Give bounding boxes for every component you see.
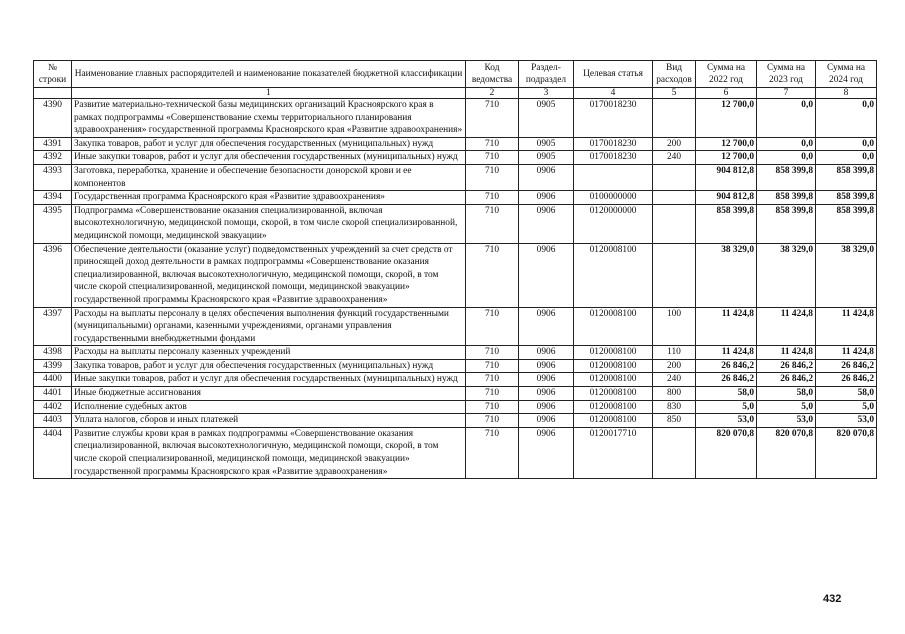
row-sum-2023: 26 846,2	[757, 359, 816, 373]
row-name: Подпрограмма «Совершенствование оказания специализированной, включая высокотехнологичную, медицинской помощи, скорой, в том числе скорой специализированной, медицинской помощи, медицинской эвакуации»	[72, 204, 466, 243]
row-name: Государственная программа Красноярского края «Развитие здравоохранения»	[72, 191, 466, 205]
row-section: 0906	[519, 427, 574, 478]
row-sum-2024: 38 329,0	[816, 243, 877, 307]
row-number: 4399	[34, 359, 72, 373]
row-department-code: 710	[466, 151, 519, 165]
row-target-item: 0120008100	[574, 243, 653, 307]
header-sum-2022: Сумма на 2022 год	[696, 61, 757, 88]
column-number: 4	[574, 88, 653, 99]
table-row	[34, 387, 877, 401]
row-department-code: 710	[466, 359, 519, 373]
row-number: 4392	[34, 151, 72, 165]
row-expense-type: 110	[653, 346, 696, 360]
row-name: Развитие материально-технической базы медицинских организаций Красноярского края в рамках подпрограммы «Совершенствование схемы территориального планирования здравоохранения» государственной программы Красноярского края «Развитие здравоохранения»	[72, 99, 466, 138]
row-department-code: 710	[466, 427, 519, 478]
row-name: Обеспечение деятельности (оказание услуг) подведомственных учреждений за счет средств от приносящей доход деятельности в рамках подпрограммы «Совершенствование оказания специализированной, включая высокотехнологичную, медицинской помощи, скорой, в том числе скорой специализированной, медицинской помощи, медицинской эвакуации» государственной программы Красноярского края «Развитие здравоохранения»	[72, 243, 466, 307]
row-target-item: 0170018230	[574, 151, 653, 165]
row-target-item: 0120008100	[574, 346, 653, 360]
row-target-item: 0100000000	[574, 191, 653, 205]
row-sum-2022: 858 399,8	[696, 204, 757, 243]
row-section: 0905	[519, 151, 574, 165]
row-section: 0906	[519, 387, 574, 401]
row-section: 0906	[519, 243, 574, 307]
budget-table	[33, 60, 877, 479]
row-number: 4391	[34, 137, 72, 151]
column-number	[34, 88, 72, 99]
row-expense-type	[653, 99, 696, 138]
column-number: 5	[653, 88, 696, 99]
row-sum-2022: 820 070,8	[696, 427, 757, 478]
row-department-code: 710	[466, 373, 519, 387]
row-number: 4402	[34, 400, 72, 414]
table-row	[34, 99, 877, 138]
table-row	[34, 307, 877, 346]
row-sum-2024: 11 424,8	[816, 307, 877, 346]
column-number: 1	[72, 88, 466, 99]
row-name: Расходы на выплаты персоналу в целях обеспечения выполнения функций государственными (муниципальными) органами, казенными учреждениями, органами управления государственными внебюджетными фондами	[72, 307, 466, 346]
row-name: Иные бюджетные ассигнования	[72, 387, 466, 401]
row-department-code: 710	[466, 307, 519, 346]
row-department-code: 710	[466, 164, 519, 190]
header-sum-2024: Сумма на 2024 год	[816, 61, 877, 88]
row-name: Исполнение судебных актов	[72, 400, 466, 414]
row-expense-type	[653, 243, 696, 307]
row-sum-2023: 38 329,0	[757, 243, 816, 307]
row-department-code: 710	[466, 99, 519, 138]
row-sum-2024: 0,0	[816, 151, 877, 165]
header-expense-type: Вид расходов	[653, 61, 696, 88]
row-number: 4397	[34, 307, 72, 346]
row-target-item: 0120008100	[574, 387, 653, 401]
row-sum-2023: 58,0	[757, 387, 816, 401]
table-row	[34, 400, 877, 414]
row-name: Иные закупки товаров, работ и услуг для обеспечения государственных (муниципальных) нужд	[72, 151, 466, 165]
row-department-code: 710	[466, 400, 519, 414]
row-section: 0906	[519, 204, 574, 243]
row-department-code: 710	[466, 243, 519, 307]
table-row	[34, 359, 877, 373]
row-sum-2022: 53,0	[696, 414, 757, 428]
row-sum-2023: 5,0	[757, 400, 816, 414]
column-number: 7	[757, 88, 816, 99]
row-department-code: 710	[466, 191, 519, 205]
row-sum-2022: 26 846,2	[696, 359, 757, 373]
row-department-code: 710	[466, 204, 519, 243]
row-department-code: 710	[466, 414, 519, 428]
row-name: Развитие службы крови края в рамках подпрограммы «Совершенствование оказания специализированной, включая высокотехнологичную, медицинской помощи, скорой, в том числе скорой специализированной, медицинской помощи, медицинской эвакуации» государственной программы Красноярского края «Развитие здравоохранения»	[72, 427, 466, 478]
row-sum-2023: 0,0	[757, 151, 816, 165]
row-target-item: 0120008100	[574, 359, 653, 373]
row-name: Заготовка, переработка, хранение и обеспечение безопасности донорской крови и ее компонентов	[72, 164, 466, 190]
header-name: Наименование главных распорядителей и наименование показателей бюджетной классификации	[72, 61, 466, 88]
header-row	[34, 61, 877, 88]
row-sum-2024: 53,0	[816, 414, 877, 428]
row-department-code: 710	[466, 346, 519, 360]
column-number: 3	[519, 88, 574, 99]
row-sum-2024: 26 846,2	[816, 373, 877, 387]
row-target-item	[574, 164, 653, 190]
row-target-item: 0120008100	[574, 373, 653, 387]
row-expense-type: 240	[653, 151, 696, 165]
row-sum-2022: 12 700,0	[696, 137, 757, 151]
row-expense-type	[653, 164, 696, 190]
column-number-row	[34, 88, 877, 99]
table-row	[34, 243, 877, 307]
row-target-item: 0120017710	[574, 427, 653, 478]
row-sum-2022: 38 329,0	[696, 243, 757, 307]
row-department-code: 710	[466, 387, 519, 401]
table-row	[34, 137, 877, 151]
row-expense-type: 800	[653, 387, 696, 401]
row-section: 0906	[519, 191, 574, 205]
row-sum-2024: 858 399,8	[816, 164, 877, 190]
row-number: 4390	[34, 99, 72, 138]
row-sum-2022: 12 700,0	[696, 99, 757, 138]
table-row	[34, 164, 877, 190]
row-section: 0906	[519, 373, 574, 387]
row-number: 4395	[34, 204, 72, 243]
row-sum-2024: 858 399,8	[816, 204, 877, 243]
column-number: 6	[696, 88, 757, 99]
row-sum-2022: 904 812,8	[696, 191, 757, 205]
table-row	[34, 191, 877, 205]
row-sum-2024: 858 399,8	[816, 191, 877, 205]
row-sum-2022: 26 846,2	[696, 373, 757, 387]
row-sum-2023: 0,0	[757, 137, 816, 151]
column-number: 2	[466, 88, 519, 99]
row-sum-2023: 858 399,8	[757, 164, 816, 190]
row-sum-2024: 0,0	[816, 137, 877, 151]
row-expense-type: 100	[653, 307, 696, 346]
row-number: 4400	[34, 373, 72, 387]
table-row	[34, 346, 877, 360]
row-expense-type	[653, 204, 696, 243]
row-target-item: 0120008100	[574, 307, 653, 346]
row-name: Уплата налогов, сборов и иных платежей	[72, 414, 466, 428]
row-sum-2022: 12 700,0	[696, 151, 757, 165]
row-sum-2023: 11 424,8	[757, 346, 816, 360]
row-number: 4393	[34, 164, 72, 190]
row-sum-2024: 58,0	[816, 387, 877, 401]
row-number: 4403	[34, 414, 72, 428]
row-sum-2024: 0,0	[816, 99, 877, 138]
header-section: Раздел-подраздел	[519, 61, 574, 88]
row-target-item: 0170018230	[574, 137, 653, 151]
row-section: 0906	[519, 400, 574, 414]
table-row	[34, 373, 877, 387]
row-target-item: 0120008100	[574, 400, 653, 414]
table-row	[34, 427, 877, 478]
table-row	[34, 151, 877, 165]
row-sum-2023: 858 399,8	[757, 191, 816, 205]
row-sum-2023: 11 424,8	[757, 307, 816, 346]
row-sum-2022: 11 424,8	[696, 307, 757, 346]
row-sum-2024: 26 846,2	[816, 359, 877, 373]
row-name: Закупка товаров, работ и услуг для обеспечения государственных (муниципальных) нужд	[72, 137, 466, 151]
row-sum-2024: 11 424,8	[816, 346, 877, 360]
row-sum-2023: 0,0	[757, 99, 816, 138]
row-target-item: 0120008100	[574, 414, 653, 428]
row-number: 4401	[34, 387, 72, 401]
row-expense-type	[653, 427, 696, 478]
table-body	[34, 99, 877, 479]
row-expense-type: 830	[653, 400, 696, 414]
row-target-item: 0120000000	[574, 204, 653, 243]
row-expense-type: 850	[653, 414, 696, 428]
header-department-code: Код ведомства	[466, 61, 519, 88]
row-sum-2022: 904 812,8	[696, 164, 757, 190]
row-number: 4396	[34, 243, 72, 307]
header-target-item: Целевая статья	[574, 61, 653, 88]
row-expense-type	[653, 191, 696, 205]
row-sum-2024: 5,0	[816, 400, 877, 414]
row-name: Закупка товаров, работ и услуг для обеспечения государственных (муниципальных) нужд	[72, 359, 466, 373]
header-sum-2023: Сумма на 2023 год	[757, 61, 816, 88]
row-sum-2022: 11 424,8	[696, 346, 757, 360]
row-sum-2023: 53,0	[757, 414, 816, 428]
row-name: Расходы на выплаты персоналу казенных учреждений	[72, 346, 466, 360]
row-sum-2022: 58,0	[696, 387, 757, 401]
column-number: 8	[816, 88, 877, 99]
page-number: 432	[823, 593, 842, 605]
table-row	[34, 414, 877, 428]
row-expense-type: 200	[653, 137, 696, 151]
row-section: 0906	[519, 414, 574, 428]
row-department-code: 710	[466, 137, 519, 151]
row-target-item: 0170018230	[574, 99, 653, 138]
row-section: 0906	[519, 346, 574, 360]
row-number: 4398	[34, 346, 72, 360]
row-name: Иные закупки товаров, работ и услуг для обеспечения государственных (муниципальных) нужд	[72, 373, 466, 387]
row-section: 0905	[519, 137, 574, 151]
row-section: 0905	[519, 99, 574, 138]
row-expense-type: 200	[653, 359, 696, 373]
table-row	[34, 204, 877, 243]
header-row-number: № строки	[34, 61, 72, 88]
row-sum-2023: 26 846,2	[757, 373, 816, 387]
row-section: 0906	[519, 164, 574, 190]
row-number: 4394	[34, 191, 72, 205]
row-sum-2024: 820 070,8	[816, 427, 877, 478]
row-expense-type: 240	[653, 373, 696, 387]
row-section: 0906	[519, 307, 574, 346]
row-section: 0906	[519, 359, 574, 373]
row-sum-2022: 5,0	[696, 400, 757, 414]
row-sum-2023: 858 399,8	[757, 204, 816, 243]
row-number: 4404	[34, 427, 72, 478]
row-sum-2023: 820 070,8	[757, 427, 816, 478]
